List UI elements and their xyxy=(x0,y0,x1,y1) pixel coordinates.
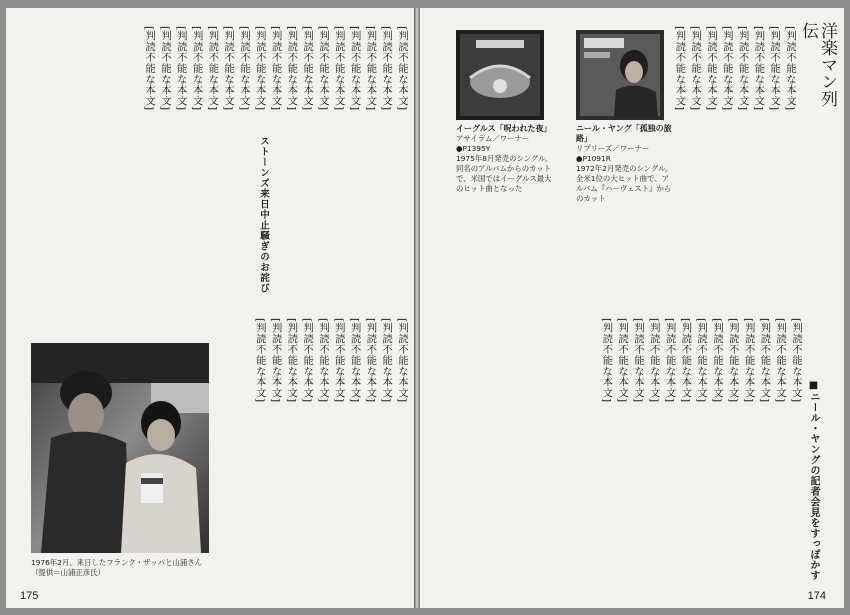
body-text-column: [判読不能な本文] xyxy=(190,26,203,111)
body-text-column: [判読不能な本文] xyxy=(285,318,298,403)
zappa-photo xyxy=(31,343,209,553)
zappa-photo-image xyxy=(31,343,209,553)
album2-note: 1972年2月発売のシングル。全米1位の大ヒット曲で、アルバム『ハーヴェスト』からのカット xyxy=(576,164,673,203)
body-text-column: [判読不能な本文] xyxy=(364,318,377,403)
body-text-column: [判読不能な本文] xyxy=(789,318,802,403)
body-text-column: [判読不能な本文] xyxy=(253,26,266,111)
left-page xyxy=(6,8,414,608)
neil-young-cover-image xyxy=(576,30,664,120)
body-text-column: [判読不能な本文] xyxy=(679,318,692,403)
body-text-column: [判読不能な本文] xyxy=(704,26,717,111)
body-text-column: [判読不能な本文] xyxy=(631,318,644,403)
body-text-column: [判読不能な本文] xyxy=(616,318,629,403)
left-section-heading: ストーンズ来日中止騒ぎのお詫び xyxy=(258,136,269,294)
body-text-column: [判読不能な本文] xyxy=(695,318,708,403)
album2-label: リプリーズ／ワーナー●P1091R xyxy=(576,144,650,163)
album1-caption xyxy=(456,124,556,194)
body-text-column: [判読不能な本文] xyxy=(395,26,408,111)
body-text-column: [判読不能な本文] xyxy=(736,26,749,111)
body-text-column: [判読不能な本文] xyxy=(774,318,787,403)
body-text-column: [判読不能な本文] xyxy=(348,26,361,111)
body-text-column: [判読不能な本文] xyxy=(348,318,361,403)
album2-caption xyxy=(576,124,676,204)
right-page xyxy=(420,8,844,608)
album1-note: 1975年8月発売のシングル。同名のアルバムからのカットで、米国ではイーグルス最大のヒット曲となった xyxy=(456,154,553,193)
album2-title: ニール・ヤング「孤独の旅路」 xyxy=(576,124,672,143)
eagles-cover-image xyxy=(456,30,544,120)
body-text-column: [判読不能な本文] xyxy=(222,26,235,111)
page-number-left: 175 xyxy=(20,590,39,602)
body-text-column: [判読不能な本文] xyxy=(673,26,686,111)
album1-label: アサイラム／ワーナー●P1395Y xyxy=(456,134,530,153)
series-title: 洋楽マン列伝 xyxy=(798,22,837,107)
body-text-column: [判読不能な本文] xyxy=(332,26,345,111)
body-text-column: [判読不能な本文] xyxy=(768,26,781,111)
album1-title: イーグルス「呪われた夜」 xyxy=(456,124,552,133)
body-text-column: [判読不能な本文] xyxy=(269,318,282,403)
body-text-column: [判読不能な本文] xyxy=(158,26,171,111)
body-text-column: [判読不能な本文] xyxy=(647,318,660,403)
body-text-column: [判読不能な本文] xyxy=(206,26,219,111)
body-text-column: [判読不能な本文] xyxy=(395,318,408,403)
page-number-right: 174 xyxy=(807,590,826,602)
body-text-column: [判読不能な本文] xyxy=(742,318,755,403)
body-text-column: [判読不能な本文] xyxy=(783,26,796,111)
body-text-column: [判読不能な本文] xyxy=(237,26,250,111)
album2-cover xyxy=(576,30,664,120)
body-text-column: [判読不能な本文] xyxy=(143,26,156,111)
body-text-column: [判読不能な本文] xyxy=(752,26,765,111)
body-text-column: [判読不能な本文] xyxy=(332,318,345,403)
body-text-column: [判読不能な本文] xyxy=(710,318,723,403)
body-text-column: [判読不能な本文] xyxy=(380,26,393,111)
zappa-photo-caption: 1976年2月、来日したフランク・ザッパと山浦さん（提供＝山浦正彦氏） xyxy=(31,558,203,577)
body-text-column: [判読不能な本文] xyxy=(174,26,187,111)
body-text-column: [判読不能な本文] xyxy=(316,26,329,111)
album1-cover xyxy=(456,30,544,120)
right-section-heading: ■ニール・ヤングの記者会見をすっぽかす xyxy=(808,380,819,581)
body-text-column: [判読不能な本文] xyxy=(380,318,393,403)
body-text-column: [判読不能な本文] xyxy=(285,26,298,111)
body-text-column: [判読不能な本文] xyxy=(600,318,613,403)
body-text-column: [判読不能な本文] xyxy=(726,318,739,403)
body-text-column: [判読不能な本文] xyxy=(301,26,314,111)
body-text-column: [判読不能な本文] xyxy=(689,26,702,111)
body-text-column: [判読不能な本文] xyxy=(301,318,314,403)
body-text-column: [判読不能な本文] xyxy=(253,318,266,403)
body-text-column: [判読不能な本文] xyxy=(269,26,282,111)
body-text-column: [判読不能な本文] xyxy=(720,26,733,111)
body-text-column: [判読不能な本文] xyxy=(316,318,329,403)
body-text-column: [判読不能な本文] xyxy=(364,26,377,111)
body-text-column: [判読不能な本文] xyxy=(663,318,676,403)
body-text-column: [判読不能な本文] xyxy=(758,318,771,403)
